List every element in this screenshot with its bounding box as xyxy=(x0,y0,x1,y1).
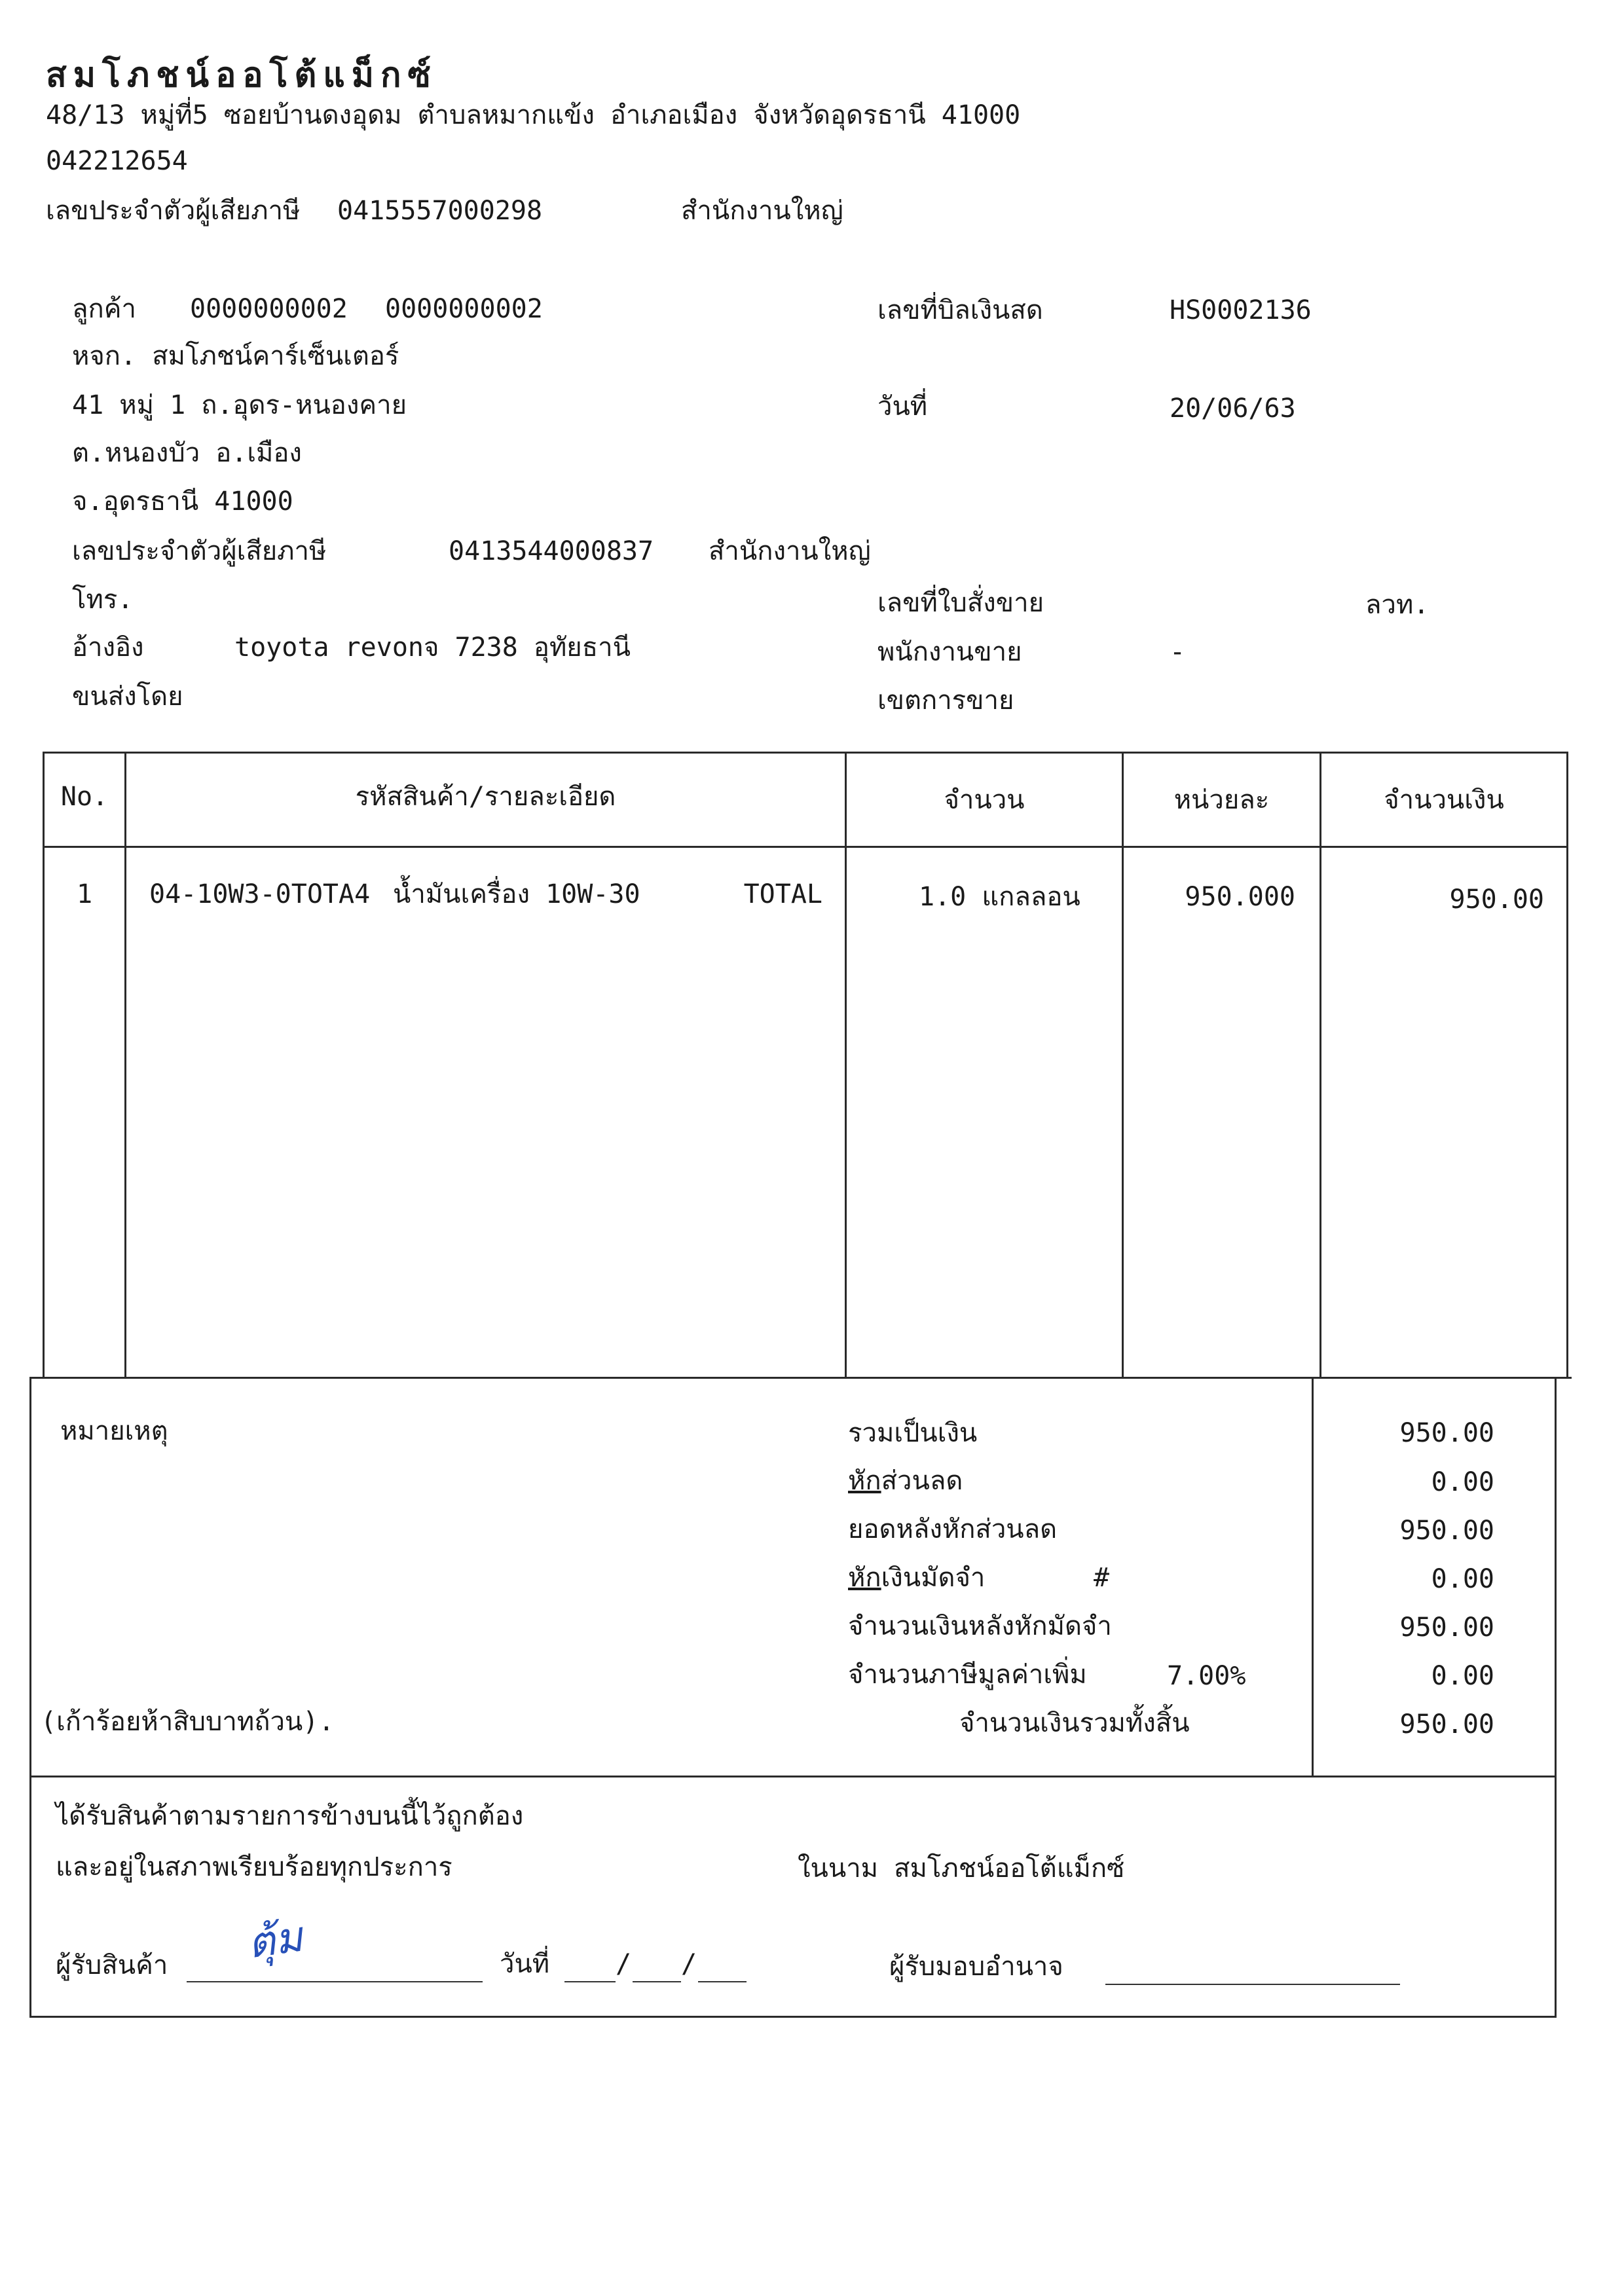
receive-date-label: วันที่ xyxy=(500,1949,550,1979)
header-quantity: จำนวน xyxy=(944,785,1025,815)
company-address: 48/13 หมู่ที่5 ซอยบ้านดงอุดม ตำบลหมากแข้ง อำเภอเมือง จังหวัดอุดรธานี 41000 xyxy=(46,100,1021,130)
company-tax-id-label: เลขประจำตัวผู้เสียภาษี xyxy=(46,196,301,226)
salesperson-label: พนักงานขาย xyxy=(877,637,1022,667)
customer-address-2: ต.หนองบัว อ.เมือง xyxy=(72,438,302,468)
vat-rate: 7.00% xyxy=(1167,1661,1246,1691)
shipped-by-label: ขนส่งโดย xyxy=(72,682,183,712)
discount-label xyxy=(848,1465,963,1497)
summary-right-border xyxy=(1555,1377,1557,1777)
header-no: No. xyxy=(60,782,109,812)
header-unit-price: หน่วยละ xyxy=(1173,785,1270,815)
deposit-hash: # xyxy=(1094,1563,1110,1593)
reference-value: toyota revonจ 7238 อุทัยธานี xyxy=(234,632,631,663)
row-qty: 1.0 แกลลอน xyxy=(919,882,1080,912)
table-left-border xyxy=(43,752,45,1379)
after-deposit-value: 950.00 xyxy=(1399,1613,1494,1643)
subtotal-label: รวมเป็นเงิน xyxy=(848,1418,978,1448)
authorized-label: ผู้รับมอบอำนาจ xyxy=(889,1952,1063,1982)
vat-value: 0.00 xyxy=(1431,1661,1494,1691)
customer-name: หจก. สมโภชน์คาร์เซ็นเตอร์ xyxy=(72,341,399,371)
table-top-border xyxy=(43,752,1568,754)
summary-col-divider xyxy=(1312,1377,1314,1777)
col-divider-3 xyxy=(1122,752,1124,1379)
after-discount-label: ยอดหลังหักส่วนลด xyxy=(848,1514,1058,1544)
receiver-signature: ตุ้ม xyxy=(244,1912,306,1969)
bill-number: HS0002136 xyxy=(1170,295,1312,325)
row-amount: 950.00 xyxy=(1449,884,1544,915)
header-description: รหัสสินค้า/รายละเอียด xyxy=(355,782,616,812)
bill-date-label: วันที่ xyxy=(877,392,928,422)
date-separator-2: / xyxy=(681,1949,697,1979)
customer-address-3: จ.อุดรธานี 41000 xyxy=(72,486,293,517)
col-divider-4 xyxy=(1320,752,1321,1379)
sales-area-label: เขตการขาย xyxy=(877,685,1014,716)
reference-label: อ้างอิง xyxy=(72,632,144,663)
sales-order-value: ลวท. xyxy=(1365,590,1430,620)
subtotal-value: 950.00 xyxy=(1399,1418,1494,1448)
table-header-border xyxy=(43,846,1568,848)
summary-left-border xyxy=(29,1377,31,1777)
col-divider-1 xyxy=(124,752,126,1379)
amount-in-words: (เก้าร้อยห้าสิบบาทถ้วน). xyxy=(41,1707,335,1737)
receive-date-month-blank xyxy=(633,1981,681,1982)
col-divider-2 xyxy=(845,752,847,1379)
table-bottom-border xyxy=(29,1377,1572,1379)
bill-date: 20/06/63 xyxy=(1170,393,1296,424)
vat-label: จำนวนภาษีมูลค่าเพิ่ม xyxy=(848,1660,1087,1690)
customer-tax-id-label: เลขประจำตัวผู้เสียภาษี xyxy=(72,536,327,566)
company-name: สมโภชน์ออโต้แม็กซ์ xyxy=(46,56,437,95)
customer-address-1: 41 หมู่ 1 ถ.อุดร-หนองคาย xyxy=(72,390,407,420)
deposit-label xyxy=(848,1562,985,1594)
deposit-value: 0.00 xyxy=(1431,1564,1494,1594)
received-line-2: และอยู่ในสภาพเรียบร้อยทุกประการ xyxy=(56,1852,452,1882)
customer-branch: สำนักงานใหญ่ xyxy=(709,536,871,566)
customer-code-1: 0000000002 xyxy=(190,294,348,324)
row-description: น้ำมันเครื่อง 10W-30 xyxy=(393,879,640,909)
after-discount-value: 950.00 xyxy=(1399,1516,1494,1546)
date-separator-1: / xyxy=(616,1949,632,1979)
customer-tax-id: 0413544000837 xyxy=(449,536,654,566)
deposit-label-rest: เงินมัดจำ xyxy=(881,1563,986,1593)
total-value: 950.00 xyxy=(1399,1709,1494,1740)
footer-bottom-border xyxy=(29,2016,1557,2018)
customer-code-2: 0000000002 xyxy=(385,294,543,324)
row-brand: TOTAL xyxy=(743,879,822,909)
row-no: 1 xyxy=(76,879,93,909)
discount-value: 0.00 xyxy=(1431,1467,1494,1497)
salesperson: - xyxy=(1170,637,1186,667)
bill-number-label: เลขที่บิลเงินสด xyxy=(877,295,1043,325)
on-behalf-text: ในนาม สมโภชน์ออโต้แม็กซ์ xyxy=(798,1853,1125,1884)
receiver-signature-line xyxy=(187,1981,483,1982)
remark-label: หมายเหตุ xyxy=(60,1416,168,1446)
discount-label-prefix: หัก xyxy=(848,1466,881,1496)
after-deposit-label: จำนวนเงินหลังหักมัดจำ xyxy=(848,1611,1112,1641)
company-phone: 042212654 xyxy=(46,146,188,176)
received-line-1: ได้รับสินค้าตามรายการข้างบนนี้ไว้ถูกต้อง xyxy=(56,1801,524,1831)
deposit-label-prefix: หัก xyxy=(848,1563,881,1593)
company-branch: สำนักงานใหญ่ xyxy=(681,196,843,226)
footer-right-border xyxy=(1555,1776,1557,2018)
receive-date-year-blank xyxy=(698,1981,747,1982)
row-code: 04-10W3-0TOTA4 xyxy=(149,879,371,909)
sales-order-label: เลขที่ใบสั่งขาย xyxy=(877,588,1044,618)
table-right-border xyxy=(1566,752,1568,1379)
total-label: จำนวนเงินรวมทั้งสิ้น xyxy=(959,1708,1190,1738)
receiver-label: ผู้รับสินค้า xyxy=(56,1950,168,1980)
authorized-signature-line xyxy=(1105,1984,1400,1985)
footer-left-border xyxy=(29,1776,31,2018)
header-amount: จำนวนเงิน xyxy=(1384,785,1504,815)
discount-label-rest: ส่วนลด xyxy=(881,1466,963,1496)
customer-phone-label: โทร. xyxy=(72,585,134,615)
receive-date-day-blank xyxy=(564,1981,616,1982)
row-unit-price: 950.000 xyxy=(1185,882,1295,912)
summary-bottom-border xyxy=(29,1776,1557,1777)
company-tax-id: 0415557000298 xyxy=(337,196,543,226)
customer-label: ลูกค้า xyxy=(72,294,136,324)
